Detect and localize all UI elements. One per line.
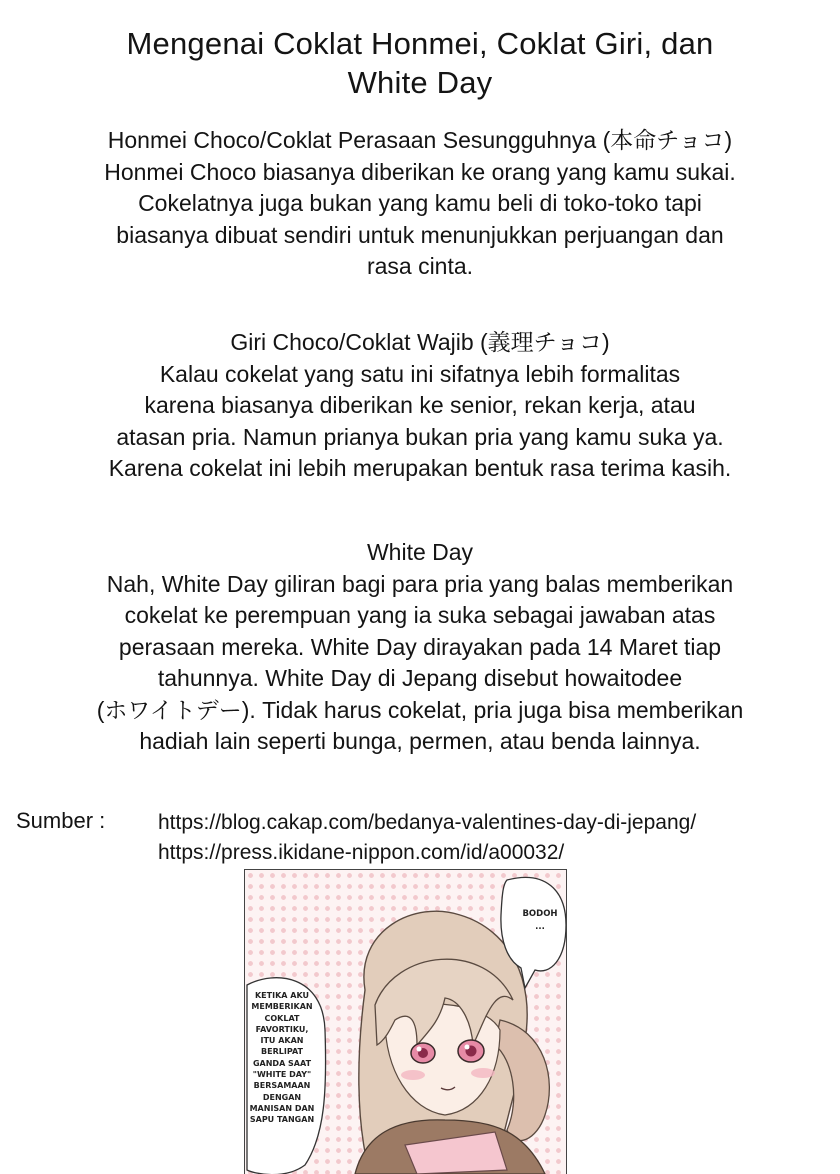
section-line: atasan pria. Namun prianya bukan pria yang kamu suka ya.	[116, 423, 724, 450]
manga-panel-image	[244, 869, 567, 1174]
source-link[interactable]: https://press.ikidane-nippon.com/id/a00032/	[158, 841, 565, 864]
section-line: perasaan mereka. White Day dirayakan pada 14 Maret tiap	[118, 633, 722, 660]
source-url-list	[158, 808, 696, 868]
section-line: Kalau cokelat yang satu ini sifatnya lebih formalitas	[159, 360, 681, 387]
eye-shine-right	[465, 1045, 470, 1050]
section-line: (ホワイトデー). Tidak harus cokelat, pria juga bisa memberikan	[96, 696, 744, 723]
title-line-2: White Day	[347, 65, 493, 100]
section-honmei	[0, 125, 840, 283]
section-line: rasa cinta.	[366, 253, 474, 279]
section-line: Honmei Choco biasanya diberikan ke orang yang kamu sukai.	[104, 158, 736, 185]
section-line: Cokelatnya juga bukan yang kamu beli di toko-toko tapi	[138, 190, 702, 216]
section-heading: White Day	[366, 539, 474, 565]
blush-right	[471, 1068, 495, 1078]
section-heading: Honmei Choco/Coklat Perasaan Sesungguhnya (本命チョコ)	[107, 127, 733, 153]
section-white-day	[0, 537, 840, 758]
blush-left	[401, 1070, 425, 1080]
section-line: cokelat ke perempuan yang ia suka sebagai jawaban atas	[124, 602, 716, 628]
section-line: Nah, White Day giliran bagi para pria yang balas memberikan	[106, 570, 734, 597]
section-line: tahunnya. White Day di Jepang disebut howaitodee	[157, 665, 683, 691]
eye-shine-left	[417, 1047, 422, 1052]
source-label: Sumber :	[16, 808, 106, 833]
section-line: karena biasanya diberikan ke senior, rekan kerja, atau	[144, 392, 696, 418]
section-giri	[0, 327, 840, 485]
section-heading: Giri Choco/Coklat Wajib (義理チョコ)	[230, 329, 610, 355]
section-line: hadiah lain seperti bunga, permen, atau benda lainnya.	[139, 728, 701, 754]
section-line: Karena cokelat ini lebih merupakan bentuk rasa terima kasih.	[108, 455, 732, 481]
title-line-1: Mengenai Coklat Honmei, Coklat Giri, dan	[126, 26, 714, 61]
section-line: biasanya dibuat sendiri untuk menunjukkan perjuangan dan	[116, 221, 724, 248]
speech-text-side: KETIKA AKU MEMBERIKAN COKLAT FAVORTIKU, ITU AKAN BERLIPAT GANDA SAAT "WHITE DAY" BERSAMAAN DENGAN MANISAN DAN SAPU TANGAN	[249, 991, 315, 1125]
page-title	[0, 24, 840, 102]
source-link[interactable]: https://blog.cakap.com/bedanya-valentines-day-di-jepang/	[158, 811, 697, 834]
speech-text-top: BODOH ...	[522, 909, 558, 932]
